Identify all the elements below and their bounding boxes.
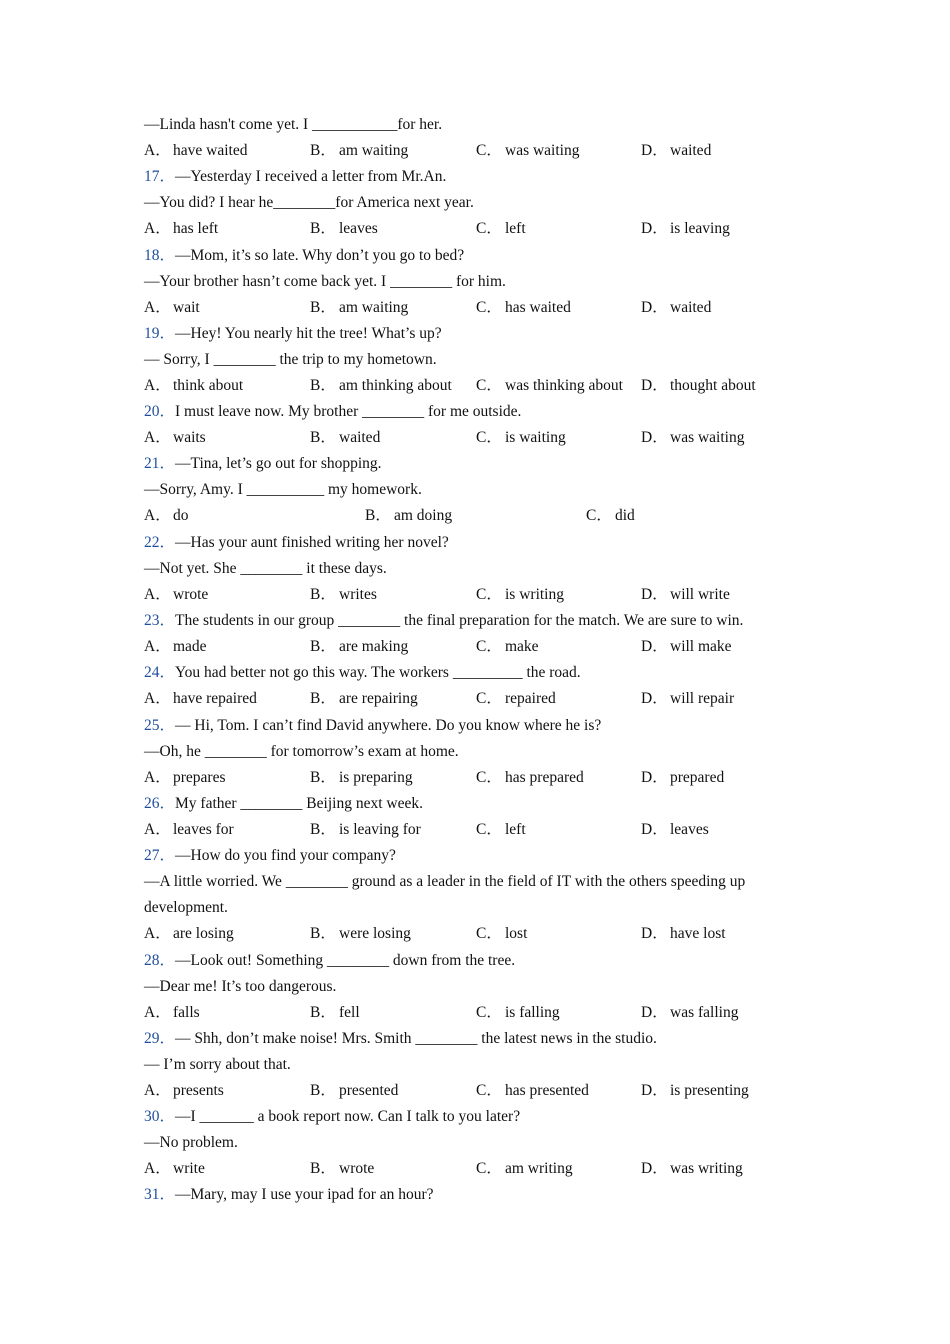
option-letter: B． <box>310 820 336 838</box>
question-number: 25． <box>144 716 176 734</box>
option-letter: A． <box>144 1003 171 1021</box>
option-letter: A． <box>144 1081 171 1099</box>
question-text: —Hey! You nearly hit the tree! What’s up? <box>175 324 442 342</box>
option-letter: B． <box>310 376 336 394</box>
question-stem <box>144 1104 824 1130</box>
option-letter: D． <box>641 142 668 159</box>
option-letter: A． <box>144 376 171 394</box>
option-letter: C． <box>476 690 502 708</box>
option-letter: D． <box>641 1081 668 1099</box>
question-number: 20． <box>144 403 176 421</box>
question-text: My father ________ Beijing next week. <box>175 794 423 812</box>
option-letter: A． <box>144 1160 171 1178</box>
option-letter: D． <box>641 925 668 943</box>
question-text: —A little worried. We ________ ground as a leader in the field of IT with the others speeding up development. <box>144 873 746 917</box>
question-number: 24． <box>144 664 176 682</box>
answer-option <box>476 425 566 451</box>
option-letter: A． <box>144 220 171 238</box>
answer-option <box>641 1078 749 1104</box>
option-letter: A． <box>144 768 171 786</box>
answer-option <box>310 686 418 712</box>
option-text: has left <box>173 220 219 238</box>
option-text: waited <box>670 142 712 159</box>
option-text: have repaired <box>173 690 257 708</box>
options-row <box>144 216 824 242</box>
option-text: has presented <box>505 1081 589 1099</box>
question-number: 27． <box>144 847 176 865</box>
option-text: will make <box>670 638 732 656</box>
option-letter: B． <box>310 1081 336 1099</box>
option-text: presented <box>339 1081 399 1099</box>
option-text: think about <box>173 376 244 394</box>
option-text: made <box>173 638 207 656</box>
option-text: wait <box>173 298 200 316</box>
question-stem <box>144 1182 824 1208</box>
options-row <box>144 921 824 947</box>
question-stem <box>144 399 824 425</box>
question-text: I must leave now. My brother ________ for me outside. <box>175 403 522 421</box>
question-text: —Not yet. She ________ it these days. <box>144 559 387 577</box>
question-dialogue-line <box>144 347 824 373</box>
options-row <box>144 373 824 399</box>
question-text: You had better not go this way. The workers _________ the road. <box>175 664 581 682</box>
options-row <box>144 765 824 791</box>
question-text: —Tina, let’s go out for shopping. <box>175 455 382 473</box>
option-text: presents <box>173 1081 224 1099</box>
option-text: have waited <box>173 142 248 159</box>
question-number: 29． <box>144 1029 176 1047</box>
answer-option <box>476 138 579 164</box>
option-letter: D． <box>641 820 668 838</box>
answer-option <box>310 921 411 947</box>
option-text: is leaving for <box>339 820 421 838</box>
document-page <box>144 112 824 1208</box>
question-text: — Sorry, I ________ the trip to my hometown. <box>144 350 437 368</box>
question-text: —Dear me! It’s too dangerous. <box>144 977 337 995</box>
option-text: am writing <box>505 1160 573 1178</box>
option-letter: B． <box>310 1003 336 1021</box>
question-text: —How do you find your company? <box>175 847 396 865</box>
answer-option <box>310 1156 374 1182</box>
options-row <box>144 817 824 843</box>
answer-option <box>476 1156 573 1182</box>
question-text: —I _______ a book report now. Can I talk to you later? <box>175 1108 521 1126</box>
option-text: was falling <box>670 1003 739 1021</box>
question-stem <box>144 451 824 477</box>
answer-option <box>310 373 452 399</box>
option-letter: C． <box>476 1003 502 1021</box>
question-dialogue-line <box>144 869 824 921</box>
options-row <box>144 1000 824 1026</box>
question-dialogue-line <box>144 556 824 582</box>
question-number: 31． <box>144 1186 176 1204</box>
option-text: is presenting <box>670 1081 749 1099</box>
option-text: waits <box>173 429 206 447</box>
option-letter: B． <box>310 429 336 447</box>
option-letter: C． <box>476 585 502 603</box>
option-text: is leaving <box>670 220 730 238</box>
answer-option <box>310 582 377 608</box>
question-text: The students in our group ________ the final preparation for the match. We are sure to win. <box>175 612 744 630</box>
question-stem <box>144 112 824 138</box>
option-text: falls <box>173 1003 200 1021</box>
option-text: wrote <box>173 585 209 603</box>
answer-option <box>310 765 413 791</box>
answer-option <box>144 138 247 164</box>
answer-option <box>641 686 734 712</box>
question-stem <box>144 713 824 739</box>
option-letter: C． <box>476 1081 502 1099</box>
question-stem <box>144 243 824 269</box>
answer-option <box>586 503 635 529</box>
option-letter: B． <box>310 142 336 159</box>
answer-option <box>310 425 380 451</box>
answer-option <box>476 765 584 791</box>
question-stem <box>144 791 824 817</box>
option-letter: A． <box>144 298 171 316</box>
answer-option <box>144 1000 200 1026</box>
question-number: 26． <box>144 794 176 812</box>
option-letter: D． <box>641 429 668 447</box>
answer-option <box>641 1000 738 1026</box>
question-number: 18． <box>144 246 176 264</box>
answer-option <box>476 295 571 321</box>
option-letter: A． <box>144 820 171 838</box>
answer-option <box>310 1078 398 1104</box>
option-text: will write <box>670 585 730 603</box>
options-row <box>144 425 824 451</box>
option-text: thought about <box>670 376 756 394</box>
options-row <box>144 1078 824 1104</box>
question-number: 17． <box>144 168 176 186</box>
option-letter: D． <box>641 376 668 394</box>
answer-option <box>144 921 234 947</box>
option-text: wrote <box>339 1160 375 1178</box>
option-text: lost <box>505 925 528 943</box>
option-letter: A． <box>144 585 171 603</box>
option-letter: B． <box>310 298 336 316</box>
option-text: writes <box>339 585 377 603</box>
option-text: was waiting <box>505 142 580 159</box>
option-text: are making <box>339 638 409 656</box>
question-stem <box>144 843 824 869</box>
option-letter: B． <box>310 925 336 943</box>
option-text: am waiting <box>339 298 409 316</box>
answer-option <box>641 817 709 843</box>
question-text: —Oh, he ________ for tomorrow’s exam at home. <box>144 742 459 760</box>
question-stem <box>144 608 824 634</box>
answer-option <box>476 1078 589 1104</box>
answer-option <box>144 1156 205 1182</box>
answer-option <box>641 582 730 608</box>
option-text: is falling <box>505 1003 560 1021</box>
question-dialogue-line <box>144 190 824 216</box>
option-text: were losing <box>339 925 411 943</box>
answer-option <box>641 1156 743 1182</box>
answer-option <box>310 295 408 321</box>
option-letter: A． <box>144 638 171 656</box>
option-letter: B． <box>310 638 336 656</box>
answer-option <box>476 1000 560 1026</box>
answer-option <box>144 295 200 321</box>
option-text: was thinking about <box>505 376 623 394</box>
question-stem <box>144 530 824 556</box>
question-dialogue-line <box>144 974 824 1000</box>
option-letter: D． <box>641 768 668 786</box>
question-number: 23． <box>144 612 176 630</box>
option-text: did <box>615 507 635 525</box>
option-letter: A． <box>144 429 171 447</box>
question-text: —Linda hasn't come yet. I ___________for her. <box>144 116 443 133</box>
question-dialogue-line <box>144 1052 824 1078</box>
question-text: —No problem. <box>144 1134 238 1152</box>
answer-option <box>310 216 378 242</box>
answer-option <box>310 138 408 164</box>
option-text: are repairing <box>339 690 418 708</box>
question-text: —Has your aunt finished writing her novel? <box>175 533 449 551</box>
question-number: 21． <box>144 455 176 473</box>
option-letter: C． <box>476 376 502 394</box>
option-letter: D． <box>641 298 668 316</box>
question-dialogue-line <box>144 477 824 503</box>
answer-option <box>641 216 730 242</box>
option-text: has waited <box>505 298 571 316</box>
option-text: repaired <box>505 690 556 708</box>
options-row <box>144 295 824 321</box>
option-letter: C． <box>476 638 502 656</box>
option-text: prepares <box>173 768 226 786</box>
question-text: — Hi, Tom. I can’t find David anywhere. Do you know where he is? <box>175 716 602 734</box>
answer-option <box>310 817 421 843</box>
option-text: have lost <box>670 925 726 943</box>
option-text: are losing <box>173 925 234 943</box>
option-text: left <box>505 820 526 838</box>
option-text: will repair <box>670 690 735 708</box>
answer-option <box>144 686 257 712</box>
option-text: am thinking about <box>339 376 452 394</box>
answer-option <box>476 817 526 843</box>
answer-option <box>476 686 556 712</box>
question-number: 22． <box>144 533 176 551</box>
answer-option <box>310 1000 360 1026</box>
question-text: —You did? I hear he________for America next year. <box>144 194 474 212</box>
option-letter: D． <box>641 585 668 603</box>
question-number: 19． <box>144 324 176 342</box>
answer-option <box>641 373 756 399</box>
options-row <box>144 582 824 608</box>
option-text: is waiting <box>505 429 566 447</box>
option-letter: B． <box>310 1160 336 1178</box>
option-letter: A． <box>144 507 171 525</box>
question-text: — Shh, don’t make noise! Mrs. Smith ________ the latest news in the studio. <box>175 1029 657 1047</box>
option-letter: D． <box>641 1003 668 1021</box>
answer-option <box>144 765 226 791</box>
option-letter: A． <box>144 925 171 943</box>
option-text: leaves <box>670 820 709 838</box>
option-letter: D． <box>641 690 668 708</box>
answer-option <box>641 138 711 164</box>
option-letter: C． <box>476 142 502 159</box>
option-text: left <box>505 220 526 238</box>
question-stem <box>144 660 824 686</box>
question-dialogue-line <box>144 1130 824 1156</box>
question-stem <box>144 948 824 974</box>
option-letter: D． <box>641 1160 668 1178</box>
answer-option <box>365 503 452 529</box>
question-text: — I’m sorry about that. <box>144 1055 291 1073</box>
option-text: was waiting <box>670 429 745 447</box>
options-row <box>144 686 824 712</box>
question-text: —Look out! Something ________ down from the tree. <box>175 951 516 969</box>
option-letter: C． <box>476 768 502 786</box>
question-text: —Mary, may I use your ipad for an hour? <box>175 1186 434 1204</box>
option-letter: B． <box>310 768 336 786</box>
option-text: write <box>173 1160 205 1178</box>
question-dialogue-line <box>144 739 824 765</box>
answer-option <box>476 634 539 660</box>
answer-option <box>144 503 189 529</box>
question-number: 30． <box>144 1108 176 1126</box>
answer-option <box>641 921 726 947</box>
option-letter: C． <box>476 298 502 316</box>
answer-option <box>476 921 527 947</box>
option-letter: D． <box>641 638 668 656</box>
option-letter: A． <box>144 142 171 159</box>
option-letter: B． <box>310 585 336 603</box>
question-stem <box>144 164 824 190</box>
option-text: is writing <box>505 585 564 603</box>
option-text: fell <box>339 1003 360 1021</box>
question-text: —Mom, it’s so late. Why don’t you go to bed? <box>175 246 465 264</box>
question-stem <box>144 1026 824 1052</box>
options-row <box>144 1156 824 1182</box>
option-text: was writing <box>670 1160 743 1178</box>
answer-option <box>144 425 206 451</box>
answer-option <box>476 582 564 608</box>
question-text: —Sorry, Amy. I __________ my homework. <box>144 481 422 499</box>
options-row <box>144 503 824 529</box>
option-letter: A． <box>144 690 171 708</box>
question-stem <box>144 321 824 347</box>
option-letter: B． <box>310 220 336 238</box>
question-text: —Your brother hasn’t come back yet. I ________ for him. <box>144 272 506 290</box>
answer-option <box>144 1078 224 1104</box>
option-letter: D． <box>641 220 668 238</box>
answer-option <box>144 373 243 399</box>
option-letter: B． <box>310 690 336 708</box>
question-text: —Yesterday I received a letter from Mr.An. <box>175 168 447 186</box>
option-letter: C． <box>476 925 502 943</box>
answer-option <box>144 216 218 242</box>
option-text: waited <box>339 429 381 447</box>
option-text: leaves <box>339 220 378 238</box>
option-text: has prepared <box>505 768 584 786</box>
options-row <box>144 634 824 660</box>
option-text: am doing <box>394 507 453 525</box>
question-number: 28． <box>144 951 176 969</box>
answer-option <box>641 765 724 791</box>
options-row <box>144 138 824 164</box>
answer-option <box>144 582 208 608</box>
option-text: leaves for <box>173 820 234 838</box>
option-letter: C． <box>476 1160 502 1178</box>
answer-option <box>641 634 732 660</box>
option-text: do <box>173 507 189 525</box>
option-text: waited <box>670 298 712 316</box>
answer-option <box>310 634 408 660</box>
option-letter: C． <box>476 220 502 238</box>
answer-option <box>641 425 744 451</box>
option-letter: C． <box>476 429 502 447</box>
answer-option <box>476 216 526 242</box>
option-text: prepared <box>670 768 725 786</box>
answer-option <box>144 634 207 660</box>
option-letter: C． <box>586 507 612 525</box>
option-text: am waiting <box>339 142 409 159</box>
question-dialogue-line <box>144 269 824 295</box>
option-text: make <box>505 638 539 656</box>
option-letter: C． <box>476 820 502 838</box>
answer-option <box>641 295 711 321</box>
answer-option <box>476 373 623 399</box>
option-letter: B． <box>365 507 391 525</box>
option-text: is preparing <box>339 768 413 786</box>
answer-option <box>144 817 234 843</box>
